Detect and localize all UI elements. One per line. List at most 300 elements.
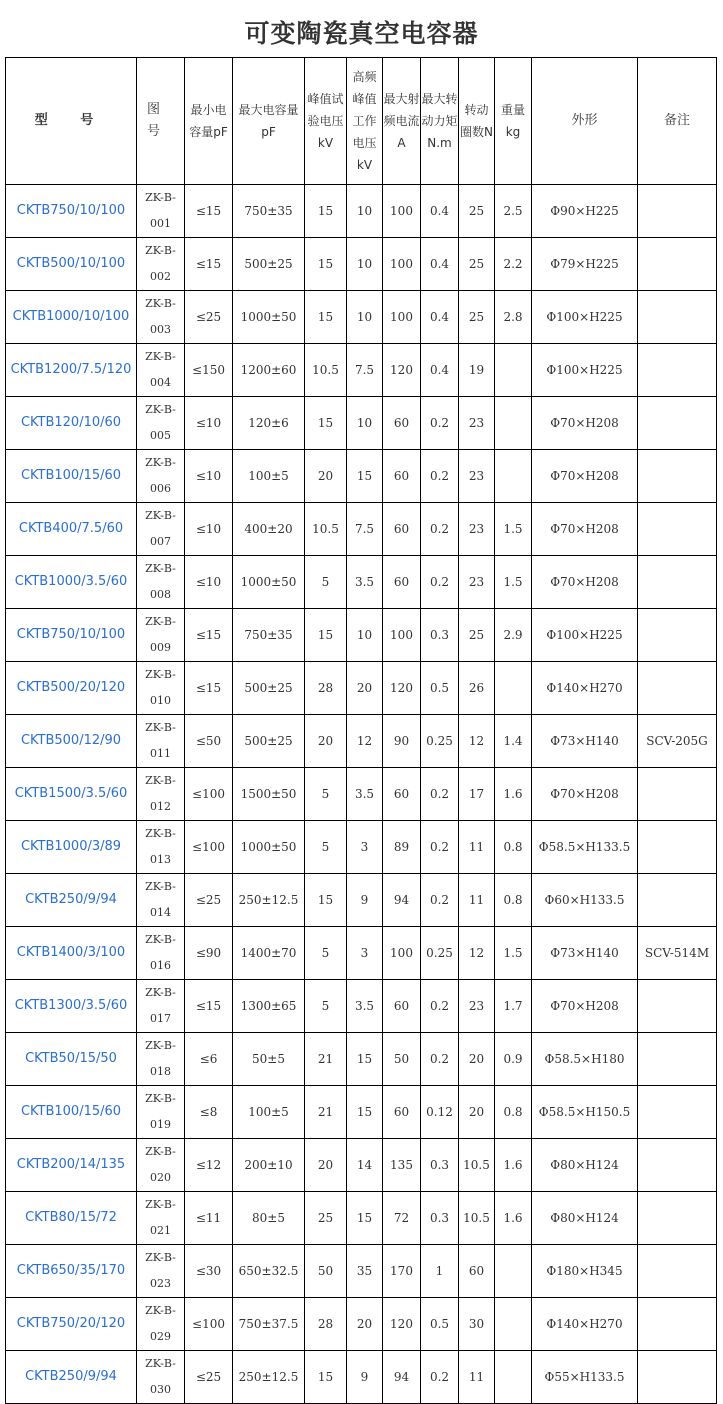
cell-max-capacitance: 1400±70 <box>233 927 305 980</box>
table-row <box>6 291 717 344</box>
cell-turns: 10.5 <box>459 1192 495 1245</box>
cell-hf-peak-voltage: 12 <box>347 715 383 768</box>
cell-remarks <box>638 821 717 874</box>
figure-prefix: ZK-B- <box>145 191 176 204</box>
cell-max-rf-current: 120 <box>383 344 421 397</box>
cell-dimensions: Φ70×H208 <box>532 768 638 821</box>
cell-dimensions: Φ79×H225 <box>532 238 638 291</box>
cell-model[interactable]: CKTB50/15/50 <box>6 1033 137 1086</box>
cell-dimensions: Φ100×H225 <box>532 609 638 662</box>
header-max-rf-current: 最大射频电流A <box>383 58 421 185</box>
cell-figure <box>137 1139 185 1192</box>
figure-prefix: ZK-B- <box>145 1357 176 1370</box>
cell-peak-test-voltage: 25 <box>305 1192 347 1245</box>
table-row <box>6 609 717 662</box>
cell-turns: 60 <box>459 1245 495 1298</box>
header-min-capacitance: 最小电容量pF <box>185 58 233 185</box>
cell-figure <box>137 344 185 397</box>
cell-peak-test-voltage: 15 <box>305 609 347 662</box>
cell-max-rf-current: 72 <box>383 1192 421 1245</box>
cell-model[interactable]: CKTB650/35/170 <box>6 1245 137 1298</box>
cell-peak-test-voltage: 20 <box>305 1139 347 1192</box>
cell-peak-test-voltage: 28 <box>305 662 347 715</box>
cell-max-capacitance: 500±25 <box>233 238 305 291</box>
cell-weight: 2.5 <box>495 185 532 238</box>
cell-turns: 19 <box>459 344 495 397</box>
cell-weight <box>495 1298 532 1351</box>
cell-turns: 12 <box>459 927 495 980</box>
cell-dimensions: Φ58.5×H133.5 <box>532 821 638 874</box>
cell-model[interactable]: CKTB1000/10/100 <box>6 291 137 344</box>
cell-dimensions: Φ140×H270 <box>532 1298 638 1351</box>
cell-max-capacitance: 1000±50 <box>233 291 305 344</box>
cell-max-rf-current: 120 <box>383 662 421 715</box>
header-model: 型 号 <box>6 58 137 185</box>
figure-prefix: ZK-B- <box>145 1304 176 1317</box>
cell-remarks <box>638 556 717 609</box>
table-row <box>6 450 717 503</box>
cell-weight <box>495 344 532 397</box>
figure-number: 004 <box>150 376 171 389</box>
cell-model[interactable]: CKTB750/20/120 <box>6 1298 137 1351</box>
cell-weight: 2.9 <box>495 609 532 662</box>
table-row <box>6 556 717 609</box>
header-peak-test-voltage: 峰值试验电压kV <box>305 58 347 185</box>
cell-max-rf-current: 135 <box>383 1139 421 1192</box>
spec-table <box>5 57 717 1404</box>
cell-peak-test-voltage: 21 <box>305 1086 347 1139</box>
cell-hf-peak-voltage: 10 <box>347 397 383 450</box>
figure-number: 013 <box>150 853 171 866</box>
figure-prefix: ZK-B- <box>145 1039 176 1052</box>
table-row <box>6 238 717 291</box>
header-max-torque: 最大转动力矩N.m <box>421 58 459 185</box>
cell-min-capacitance: ≤10 <box>185 503 233 556</box>
cell-peak-test-voltage: 10.5 <box>305 344 347 397</box>
figure-number: 019 <box>150 1118 171 1131</box>
cell-min-capacitance: ≤11 <box>185 1192 233 1245</box>
page-title: 可变陶瓷真空电容器 <box>244 19 479 48</box>
cell-remarks <box>638 980 717 1033</box>
cell-weight <box>495 397 532 450</box>
cell-dimensions: Φ70×H208 <box>532 980 638 1033</box>
cell-peak-test-voltage: 15 <box>305 185 347 238</box>
cell-min-capacitance: ≤15 <box>185 238 233 291</box>
cell-figure <box>137 927 185 980</box>
cell-hf-peak-voltage: 20 <box>347 1298 383 1351</box>
cell-hf-peak-voltage: 10 <box>347 609 383 662</box>
figure-prefix: ZK-B- <box>145 880 176 893</box>
table-row <box>6 927 717 980</box>
cell-peak-test-voltage: 15 <box>305 238 347 291</box>
cell-model[interactable]: CKTB1300/3.5/60 <box>6 980 137 1033</box>
cell-remarks <box>638 291 717 344</box>
cell-figure <box>137 185 185 238</box>
cell-min-capacitance: ≤100 <box>185 1298 233 1351</box>
cell-max-capacitance: 750±37.5 <box>233 1298 305 1351</box>
cell-hf-peak-voltage: 9 <box>347 1351 383 1404</box>
cell-figure <box>137 450 185 503</box>
cell-max-torque: 0.2 <box>421 1033 459 1086</box>
cell-min-capacitance: ≤25 <box>185 291 233 344</box>
cell-turns: 11 <box>459 1351 495 1404</box>
cell-turns: 30 <box>459 1298 495 1351</box>
cell-weight: 0.8 <box>495 821 532 874</box>
cell-weight: 1.6 <box>495 1192 532 1245</box>
figure-number: 001 <box>150 217 171 230</box>
cell-min-capacitance: ≤25 <box>185 1351 233 1404</box>
cell-weight: 0.9 <box>495 1033 532 1086</box>
cell-peak-test-voltage: 50 <box>305 1245 347 1298</box>
cell-model[interactable]: CKTB250/9/94 <box>6 1351 137 1404</box>
cell-min-capacitance: ≤30 <box>185 1245 233 1298</box>
cell-min-capacitance: ≤100 <box>185 821 233 874</box>
cell-max-rf-current: 100 <box>383 927 421 980</box>
cell-remarks <box>638 874 717 927</box>
cell-remarks <box>638 1192 717 1245</box>
cell-max-rf-current: 60 <box>383 1086 421 1139</box>
cell-figure <box>137 874 185 927</box>
cell-figure <box>137 1245 185 1298</box>
cell-dimensions: Φ58.5×H150.5 <box>532 1086 638 1139</box>
cell-model[interactable]: CKTB750/10/100 <box>6 185 137 238</box>
table-row <box>6 768 717 821</box>
cell-hf-peak-voltage: 9 <box>347 874 383 927</box>
figure-number: 029 <box>150 1330 171 1343</box>
cell-model[interactable]: CKTB750/10/100 <box>6 609 137 662</box>
cell-hf-peak-voltage: 10 <box>347 291 383 344</box>
cell-turns: 25 <box>459 291 495 344</box>
cell-weight <box>495 450 532 503</box>
cell-dimensions: Φ80×H124 <box>532 1139 638 1192</box>
cell-min-capacitance: ≤10 <box>185 556 233 609</box>
cell-min-capacitance: ≤10 <box>185 450 233 503</box>
cell-model[interactable]: CKTB100/15/60 <box>6 450 137 503</box>
cell-max-capacitance: 250±12.5 <box>233 874 305 927</box>
cell-max-torque: 0.2 <box>421 556 459 609</box>
cell-remarks: SCV-514M <box>638 927 717 980</box>
cell-peak-test-voltage: 15 <box>305 291 347 344</box>
cell-turns: 20 <box>459 1086 495 1139</box>
figure-prefix: ZK-B- <box>145 1251 176 1264</box>
figure-prefix: ZK-B- <box>145 509 176 522</box>
cell-max-capacitance: 250±12.5 <box>233 1351 305 1404</box>
cell-peak-test-voltage: 10.5 <box>305 503 347 556</box>
cell-hf-peak-voltage: 3.5 <box>347 980 383 1033</box>
cell-max-capacitance: 650±32.5 <box>233 1245 305 1298</box>
cell-max-rf-current: 90 <box>383 715 421 768</box>
cell-turns: 25 <box>459 185 495 238</box>
cell-dimensions: Φ90×H225 <box>532 185 638 238</box>
cell-hf-peak-voltage: 3.5 <box>347 768 383 821</box>
cell-peak-test-voltage: 20 <box>305 715 347 768</box>
figure-number: 003 <box>150 323 171 336</box>
cell-turns: 23 <box>459 503 495 556</box>
cell-remarks <box>638 503 717 556</box>
table-row <box>6 397 717 450</box>
cell-model[interactable]: CKTB1000/3.5/60 <box>6 556 137 609</box>
cell-max-rf-current: 89 <box>383 821 421 874</box>
cell-dimensions: Φ70×H208 <box>532 556 638 609</box>
cell-max-torque: 0.2 <box>421 1351 459 1404</box>
cell-weight: 1.4 <box>495 715 532 768</box>
cell-figure <box>137 821 185 874</box>
cell-dimensions: Φ60×H133.5 <box>532 874 638 927</box>
cell-figure <box>137 980 185 1033</box>
cell-min-capacitance: ≤25 <box>185 874 233 927</box>
cell-peak-test-voltage: 28 <box>305 1298 347 1351</box>
cell-model[interactable]: CKTB500/10/100 <box>6 238 137 291</box>
cell-max-rf-current: 120 <box>383 1298 421 1351</box>
figure-prefix: ZK-B- <box>145 668 176 681</box>
cell-remarks <box>638 768 717 821</box>
cell-weight <box>495 1245 532 1298</box>
table-row <box>6 821 717 874</box>
figure-prefix: ZK-B- <box>145 615 176 628</box>
cell-model[interactable]: CKTB200/14/135 <box>6 1139 137 1192</box>
table-row <box>6 344 717 397</box>
header-dimensions: 外形 <box>532 58 638 185</box>
figure-number: 008 <box>150 588 171 601</box>
table-row <box>6 1298 717 1351</box>
cell-remarks <box>638 344 717 397</box>
cell-model[interactable]: CKTB400/7.5/60 <box>6 503 137 556</box>
cell-dimensions: Φ73×H140 <box>532 927 638 980</box>
cell-max-capacitance: 1000±50 <box>233 821 305 874</box>
cell-dimensions: Φ70×H208 <box>532 450 638 503</box>
cell-min-capacitance: ≤15 <box>185 609 233 662</box>
cell-max-torque: 0.2 <box>421 450 459 503</box>
cell-figure <box>137 291 185 344</box>
cell-dimensions: Φ73×H140 <box>532 715 638 768</box>
cell-model[interactable]: CKTB80/15/72 <box>6 1192 137 1245</box>
figure-prefix: ZK-B- <box>145 933 176 946</box>
cell-dimensions: Φ55×H133.5 <box>532 1351 638 1404</box>
cell-max-rf-current: 94 <box>383 1351 421 1404</box>
figure-prefix: ZK-B- <box>145 297 176 310</box>
header-hf-peak-voltage: 高频峰值工作电压kV <box>347 58 383 185</box>
cell-max-torque: 0.4 <box>421 185 459 238</box>
cell-remarks <box>638 450 717 503</box>
figure-prefix: ZK-B- <box>145 774 176 787</box>
table-row <box>6 662 717 715</box>
cell-model[interactable]: CKTB1200/7.5/120 <box>6 344 137 397</box>
cell-model[interactable]: CKTB500/20/120 <box>6 662 137 715</box>
cell-hf-peak-voltage: 20 <box>347 662 383 715</box>
cell-max-torque: 0.4 <box>421 238 459 291</box>
cell-min-capacitance: ≤50 <box>185 715 233 768</box>
header-figure: 图 号 <box>137 58 185 185</box>
header-max-capacitance: 最大电容量pF <box>233 58 305 185</box>
table-row <box>6 1033 717 1086</box>
cell-min-capacitance: ≤15 <box>185 185 233 238</box>
cell-max-torque: 1 <box>421 1245 459 1298</box>
cell-min-capacitance: ≤15 <box>185 662 233 715</box>
cell-weight: 1.5 <box>495 556 532 609</box>
figure-prefix: ZK-B- <box>145 403 176 416</box>
cell-max-torque: 0.3 <box>421 1192 459 1245</box>
cell-remarks <box>638 397 717 450</box>
cell-turns: 12 <box>459 715 495 768</box>
cell-max-capacitance: 500±25 <box>233 715 305 768</box>
cell-model[interactable]: CKTB500/12/90 <box>6 715 137 768</box>
cell-remarks <box>638 1298 717 1351</box>
cell-hf-peak-voltage: 10 <box>347 238 383 291</box>
cell-weight: 0.8 <box>495 874 532 927</box>
cell-peak-test-voltage: 5 <box>305 556 347 609</box>
cell-hf-peak-voltage: 15 <box>347 1192 383 1245</box>
cell-dimensions: Φ58.5×H180 <box>532 1033 638 1086</box>
cell-peak-test-voltage: 5 <box>305 980 347 1033</box>
cell-max-capacitance: 100±5 <box>233 450 305 503</box>
cell-turns: 23 <box>459 980 495 1033</box>
table-row <box>6 874 717 927</box>
cell-min-capacitance: ≤8 <box>185 1086 233 1139</box>
cell-figure <box>137 238 185 291</box>
cell-figure <box>137 1086 185 1139</box>
figure-prefix: ZK-B- <box>145 1145 176 1158</box>
cell-max-rf-current: 60 <box>383 397 421 450</box>
cell-hf-peak-voltage: 3 <box>347 927 383 980</box>
table-row <box>6 1139 717 1192</box>
cell-max-rf-current: 60 <box>383 768 421 821</box>
cell-max-torque: 0.3 <box>421 1139 459 1192</box>
figure-number: 002 <box>150 270 171 283</box>
figure-number: 020 <box>150 1171 171 1184</box>
table-row <box>6 1192 717 1245</box>
cell-figure <box>137 715 185 768</box>
cell-max-rf-current: 100 <box>383 185 421 238</box>
cell-turns: 23 <box>459 450 495 503</box>
cell-dimensions: Φ70×H208 <box>532 397 638 450</box>
cell-peak-test-voltage: 20 <box>305 450 347 503</box>
figure-number: 016 <box>150 959 171 972</box>
cell-peak-test-voltage: 15 <box>305 1351 347 1404</box>
cell-max-torque: 0.2 <box>421 980 459 1033</box>
figure-number: 007 <box>150 535 171 548</box>
cell-max-capacitance: 750±35 <box>233 185 305 238</box>
cell-dimensions: Φ100×H225 <box>532 291 638 344</box>
cell-max-torque: 0.12 <box>421 1086 459 1139</box>
cell-dimensions: Φ70×H208 <box>532 503 638 556</box>
cell-remarks <box>638 662 717 715</box>
cell-min-capacitance: ≤10 <box>185 397 233 450</box>
cell-remarks <box>638 1086 717 1139</box>
figure-prefix: ZK-B- <box>145 456 176 469</box>
cell-min-capacitance: ≤6 <box>185 1033 233 1086</box>
cell-model[interactable]: CKTB100/15/60 <box>6 1086 137 1139</box>
cell-weight: 2.2 <box>495 238 532 291</box>
cell-dimensions: Φ140×H270 <box>532 662 638 715</box>
cell-figure <box>137 1298 185 1351</box>
cell-max-torque: 0.5 <box>421 662 459 715</box>
figure-number: 006 <box>150 482 171 495</box>
header-weight: 重量kg <box>495 58 532 185</box>
cell-model[interactable]: CKTB120/10/60 <box>6 397 137 450</box>
cell-max-rf-current: 170 <box>383 1245 421 1298</box>
cell-max-rf-current: 60 <box>383 450 421 503</box>
cell-model[interactable]: CKTB250/9/94 <box>6 874 137 927</box>
cell-max-capacitance: 500±25 <box>233 662 305 715</box>
cell-turns: 11 <box>459 874 495 927</box>
figure-prefix: ZK-B- <box>145 244 176 257</box>
cell-turns: 10.5 <box>459 1139 495 1192</box>
cell-hf-peak-voltage: 15 <box>347 1086 383 1139</box>
cell-max-torque: 0.2 <box>421 397 459 450</box>
figure-prefix: ZK-B- <box>145 562 176 575</box>
cell-max-capacitance: 120±6 <box>233 397 305 450</box>
cell-max-rf-current: 100 <box>383 291 421 344</box>
cell-figure <box>137 1192 185 1245</box>
figure-number: 012 <box>150 800 171 813</box>
figure-prefix: ZK-B- <box>145 1198 176 1211</box>
cell-turns: 25 <box>459 238 495 291</box>
cell-dimensions: Φ180×H345 <box>532 1245 638 1298</box>
cell-turns: 25 <box>459 609 495 662</box>
cell-model[interactable]: CKTB1500/3.5/60 <box>6 768 137 821</box>
cell-max-rf-current: 60 <box>383 556 421 609</box>
cell-weight <box>495 1351 532 1404</box>
cell-max-capacitance: 1300±65 <box>233 980 305 1033</box>
cell-hf-peak-voltage: 10 <box>347 185 383 238</box>
cell-max-torque: 0.5 <box>421 1298 459 1351</box>
cell-max-torque: 0.4 <box>421 291 459 344</box>
figure-number: 030 <box>150 1383 171 1396</box>
table-row <box>6 980 717 1033</box>
cell-remarks <box>638 1245 717 1298</box>
table-row <box>6 185 717 238</box>
cell-min-capacitance: ≤12 <box>185 1139 233 1192</box>
cell-turns: 20 <box>459 1033 495 1086</box>
table-row <box>6 1245 717 1298</box>
cell-hf-peak-voltage: 15 <box>347 450 383 503</box>
cell-model[interactable]: CKTB1400/3/100 <box>6 927 137 980</box>
cell-figure <box>137 662 185 715</box>
cell-max-torque: 0.25 <box>421 715 459 768</box>
figure-number: 009 <box>150 641 171 654</box>
cell-max-rf-current: 100 <box>383 609 421 662</box>
cell-max-torque: 0.2 <box>421 768 459 821</box>
cell-figure <box>137 556 185 609</box>
table-row <box>6 1086 717 1139</box>
cell-max-capacitance: 1200±60 <box>233 344 305 397</box>
cell-dimensions: Φ100×H225 <box>532 344 638 397</box>
figure-number: 021 <box>150 1224 171 1237</box>
cell-model[interactable]: CKTB1000/3/89 <box>6 821 137 874</box>
table-body <box>6 185 717 1404</box>
cell-figure <box>137 768 185 821</box>
figure-number: 023 <box>150 1277 171 1290</box>
cell-remarks: SCV-205G <box>638 715 717 768</box>
cell-hf-peak-voltage: 3 <box>347 821 383 874</box>
cell-remarks <box>638 238 717 291</box>
cell-max-torque: 0.2 <box>421 874 459 927</box>
figure-prefix: ZK-B- <box>145 986 176 999</box>
table-row <box>6 1351 717 1404</box>
cell-turns: 23 <box>459 397 495 450</box>
cell-max-capacitance: 50±5 <box>233 1033 305 1086</box>
cell-figure <box>137 1033 185 1086</box>
cell-max-capacitance: 80±5 <box>233 1192 305 1245</box>
cell-max-torque: 0.3 <box>421 609 459 662</box>
table-row <box>6 503 717 556</box>
cell-max-torque: 0.2 <box>421 503 459 556</box>
cell-max-torque: 0.25 <box>421 927 459 980</box>
cell-weight: 1.5 <box>495 927 532 980</box>
cell-max-capacitance: 400±20 <box>233 503 305 556</box>
figure-prefix: ZK-B- <box>145 350 176 363</box>
cell-weight: 1.5 <box>495 503 532 556</box>
